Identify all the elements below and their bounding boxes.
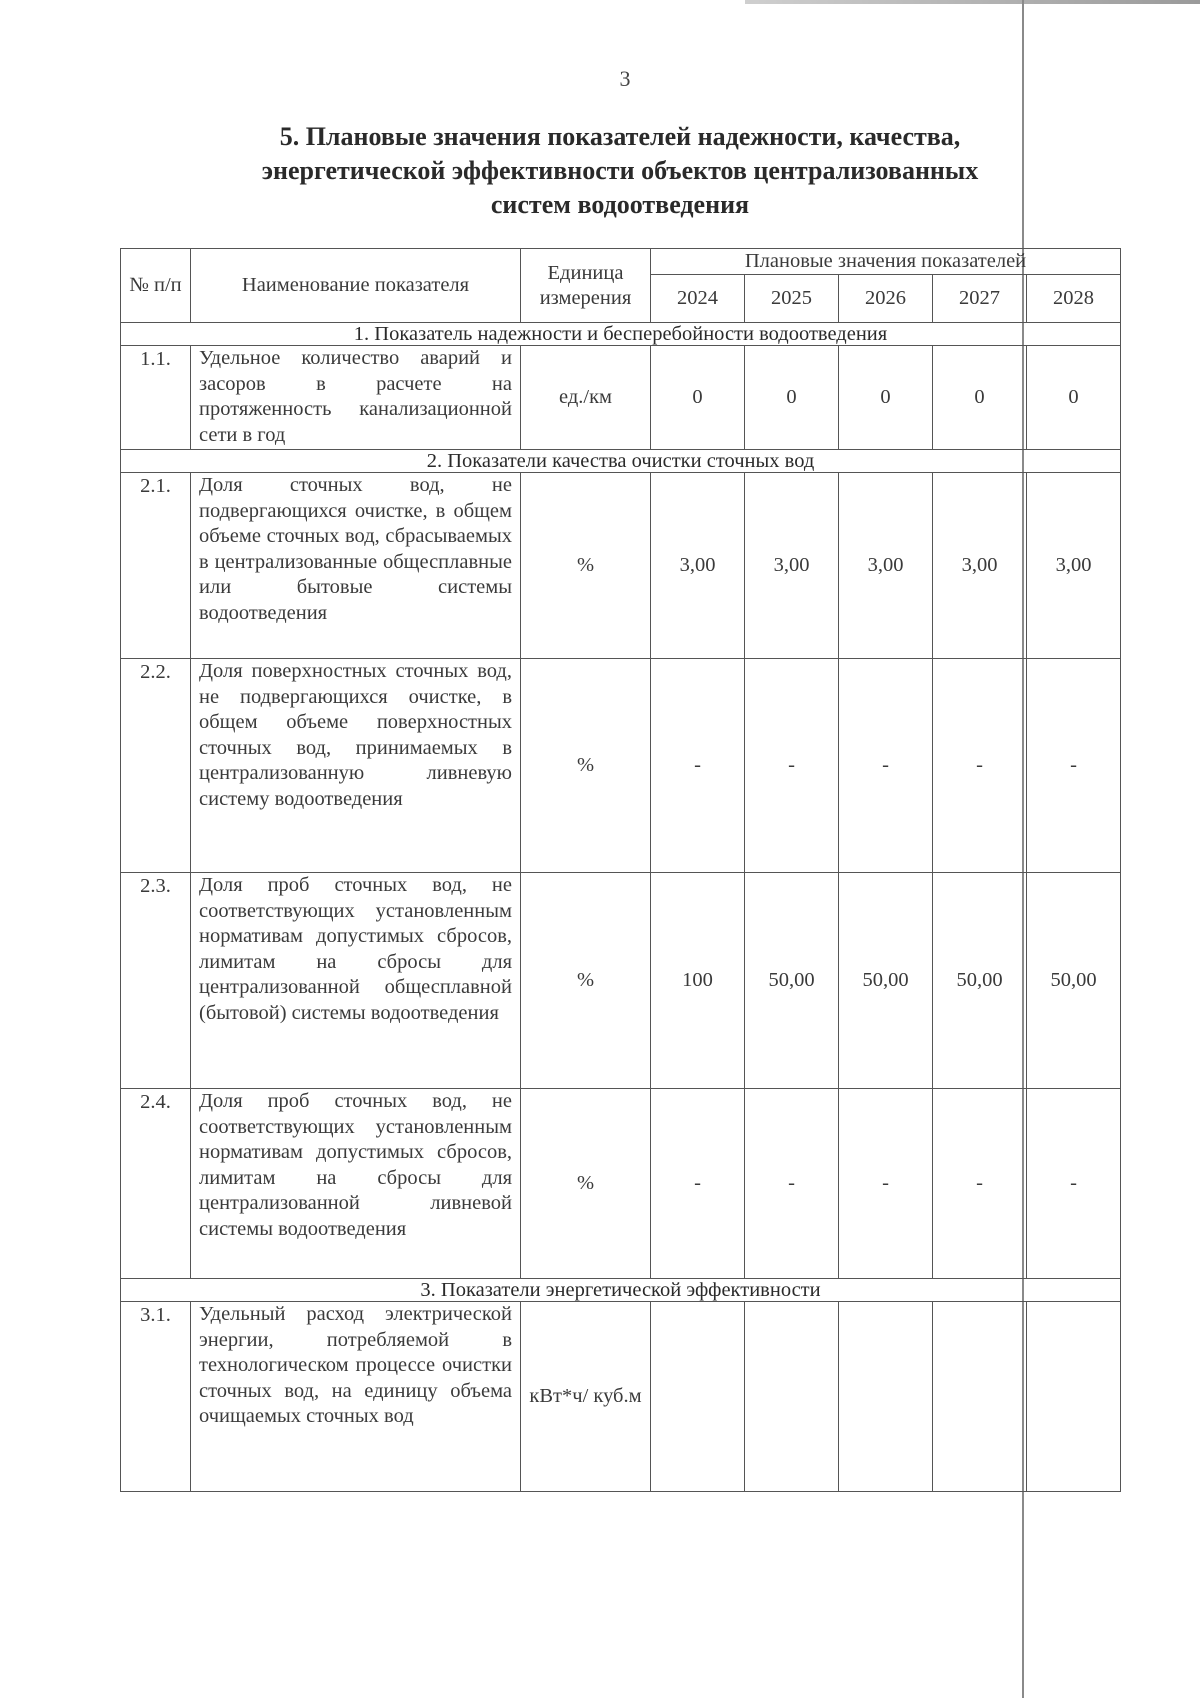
value-2027: - xyxy=(933,1089,1027,1279)
table-row xyxy=(121,1302,1121,1492)
table-row xyxy=(121,659,1121,873)
header-year-2024: 2024 xyxy=(651,275,745,323)
header-year-2027: 2027 xyxy=(933,275,1027,323)
title-line-3: систем водоотведения xyxy=(490,190,750,219)
row-num: 3.1. xyxy=(121,1302,191,1492)
row-name: Доля поверхностных сточных вод, не подвергающихся очистке, в общем объеме поверхностных сточных вод, принимаемых в централизованную ливневую систему водоотведения xyxy=(191,659,521,873)
value-2024: 0 xyxy=(651,346,745,450)
value-2028: - xyxy=(1027,659,1121,873)
value-2026 xyxy=(839,1302,933,1492)
table-row xyxy=(121,1089,1121,1279)
value-2026: - xyxy=(839,659,933,873)
document-title xyxy=(220,120,1020,222)
section-1-row xyxy=(121,323,1121,346)
value-2025: - xyxy=(745,1089,839,1279)
value-2026: - xyxy=(839,1089,933,1279)
page-number: 3 xyxy=(619,66,631,91)
table-row xyxy=(121,473,1121,659)
section-2-row xyxy=(121,450,1121,473)
scan-top-strip xyxy=(745,0,1200,4)
header-year-2025: 2025 xyxy=(745,275,839,323)
header-name: Наименование показателя xyxy=(191,249,521,323)
value-2027: 0 xyxy=(933,346,1027,450)
section-1-title: 1. Показатель надежности и бесперебойности водоотведения xyxy=(121,323,1121,346)
header-plan-group: Плановые значения показателей xyxy=(651,249,1121,275)
row-unit: % xyxy=(521,659,651,873)
value-2024 xyxy=(651,1302,745,1492)
header-year-2028: 2028 xyxy=(1027,275,1121,323)
header-num: № п/п xyxy=(121,249,191,323)
row-unit: % xyxy=(521,873,651,1089)
value-2026: 3,00 xyxy=(839,473,933,659)
row-name: Доля проб сточных вод, не соответствующих установленным нормативам допустимых сбросов, лимитам на сбросы для централизованной ливневой системы водоотведения xyxy=(191,1089,521,1279)
plan-values-table xyxy=(120,248,1121,1492)
value-2025: 50,00 xyxy=(745,873,839,1089)
value-2024: 3,00 xyxy=(651,473,745,659)
table-row xyxy=(121,873,1121,1089)
value-2025: 0 xyxy=(745,346,839,450)
row-unit: ед./км xyxy=(521,346,651,450)
value-2028: 0 xyxy=(1027,346,1121,450)
title-line-2: энергетической эффективности объектов централизованных xyxy=(261,156,979,185)
header-year-2026: 2026 xyxy=(839,275,933,323)
row-unit: % xyxy=(521,1089,651,1279)
value-2025: - xyxy=(745,659,839,873)
row-num: 2.4. xyxy=(121,1089,191,1279)
value-2027: 3,00 xyxy=(933,473,1027,659)
value-2026: 50,00 xyxy=(839,873,933,1089)
value-2026: 0 xyxy=(839,346,933,450)
row-num: 2.1. xyxy=(121,473,191,659)
value-2028: 3,00 xyxy=(1027,473,1121,659)
row-num: 2.2. xyxy=(121,659,191,873)
value-2024: 100 xyxy=(651,873,745,1089)
value-2028: - xyxy=(1027,1089,1121,1279)
value-2027: 50,00 xyxy=(933,873,1027,1089)
value-2028 xyxy=(1027,1302,1121,1492)
value-2027 xyxy=(933,1302,1027,1492)
section-3-row xyxy=(121,1279,1121,1302)
row-name: Удельное количество аварий и засоров в расчете на протяженность канализационной сети в год xyxy=(191,346,521,450)
value-2027: - xyxy=(933,659,1027,873)
row-name: Доля сточных вод, не подвергающихся очистке, в общем объеме сточных вод, сбрасываемых в централизованные общесплавные или бытовые системы водоотведения xyxy=(191,473,521,659)
section-2-title: 2. Показатели качества очистки сточных вод xyxy=(121,450,1121,473)
value-2024: - xyxy=(651,1089,745,1279)
value-2025: 3,00 xyxy=(745,473,839,659)
row-unit: кВт*ч/ куб.м xyxy=(521,1302,651,1492)
row-name: Доля проб сточных вод, не соответствующих установленным нормативам допустимых сбросов, лимитам на сбросы для централизованной общесплавной (бытовой) системы водоотведения xyxy=(191,873,521,1089)
row-name: Удельный расход электрической энергии, потребляемой в технологическом процессе очистки сточных вод, на единицу объема очищаемых сточных вод xyxy=(191,1302,521,1492)
row-num: 1.1. xyxy=(121,346,191,450)
table-row xyxy=(121,346,1121,450)
value-2024: - xyxy=(651,659,745,873)
value-2025 xyxy=(745,1302,839,1492)
title-line-1: 5. Плановые значения показателей надежности, качества, xyxy=(279,122,961,151)
row-unit: % xyxy=(521,473,651,659)
value-2028: 50,00 xyxy=(1027,873,1121,1089)
section-3-title: 3. Показатели энергетической эффективности xyxy=(121,1279,1121,1302)
row-num: 2.3. xyxy=(121,873,191,1089)
header-unit: Единица измерения xyxy=(521,249,651,323)
